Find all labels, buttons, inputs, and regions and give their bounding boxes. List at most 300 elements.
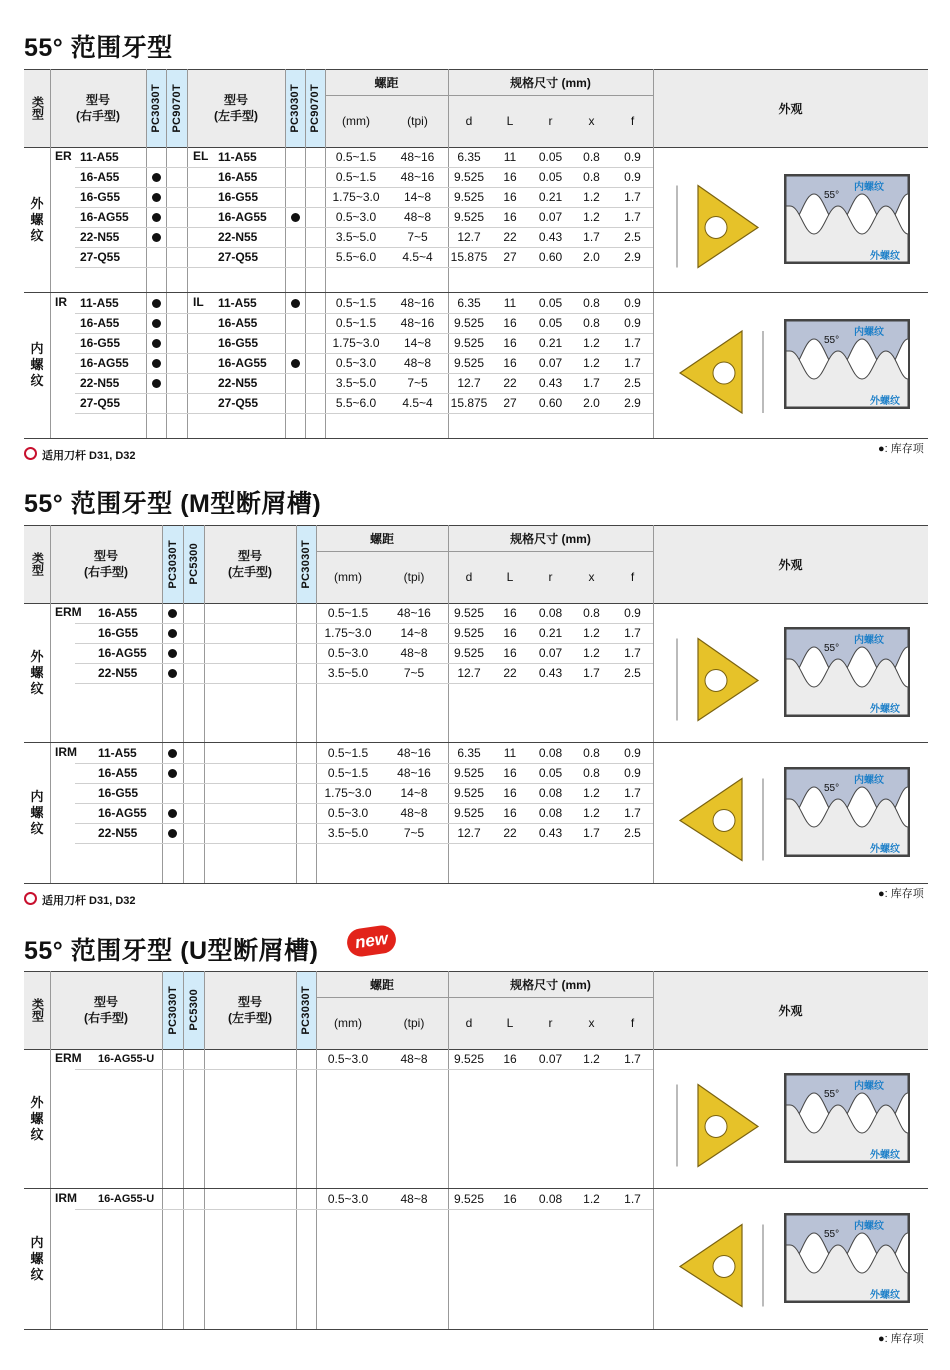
value-x: 1.2 bbox=[583, 646, 600, 660]
value-x: 1.2 bbox=[583, 626, 600, 640]
row-divider bbox=[75, 1069, 653, 1070]
angle-label: 55° bbox=[824, 642, 840, 654]
stock-dot-mark bbox=[168, 769, 177, 778]
value-mm: 0.5~3.0 bbox=[335, 356, 377, 370]
value-tpi: 4.5~4 bbox=[402, 396, 433, 410]
outer-thread-label: 外螺纹 bbox=[870, 1149, 900, 1161]
value-L: 16 bbox=[503, 356, 517, 370]
angle-label: 55° bbox=[824, 189, 840, 201]
value-f: 1.7 bbox=[624, 210, 641, 224]
value-d: 9.525 bbox=[453, 766, 485, 780]
insert-sketch bbox=[665, 1057, 775, 1180]
value-mm: 0.5~1.5 bbox=[327, 766, 369, 780]
header-dim-r: r bbox=[548, 114, 553, 128]
stock-dot bbox=[285, 293, 305, 313]
row-divider bbox=[75, 267, 653, 268]
insert-sketch bbox=[665, 611, 775, 734]
value-L: 22 bbox=[503, 376, 517, 390]
model-right: 11-A55 bbox=[98, 746, 137, 760]
model-left: 27-Q55 bbox=[218, 396, 259, 410]
col-divider bbox=[285, 69, 286, 438]
value-x: 1.7 bbox=[583, 666, 600, 680]
model-left: 16-A55 bbox=[218, 170, 258, 184]
model-right: 16-A55 bbox=[80, 170, 120, 184]
value-x: 1.7 bbox=[583, 230, 600, 244]
col-divider bbox=[162, 971, 163, 1329]
value-L: 16 bbox=[503, 170, 517, 184]
value-f: 2.9 bbox=[624, 250, 641, 264]
header-grade-pc5300 bbox=[183, 525, 204, 603]
stock-dot-mark bbox=[291, 299, 300, 308]
header-dim-f: f bbox=[630, 1016, 635, 1030]
value-tpi: 48~16 bbox=[400, 150, 435, 164]
insert-hole bbox=[705, 1116, 727, 1138]
value-mm: 3.5~5.0 bbox=[327, 826, 369, 840]
grade-label: PC9070T bbox=[170, 83, 183, 133]
stock-dot-mark bbox=[291, 213, 300, 222]
model-right: 16-G55 bbox=[80, 336, 121, 350]
col-divider bbox=[204, 971, 205, 1329]
value-rr: 0.43 bbox=[538, 230, 563, 244]
model-left: 16-AG55 bbox=[218, 210, 267, 224]
outer-thread-label: 外螺纹 bbox=[870, 396, 900, 407]
header-grade-pc3030t bbox=[162, 525, 183, 603]
row-divider bbox=[75, 683, 653, 684]
header-dim-r: r bbox=[548, 1016, 553, 1030]
value-tpi: 48~16 bbox=[400, 170, 435, 184]
value-rr: 0.07 bbox=[538, 646, 563, 660]
value-rr: 0.21 bbox=[538, 626, 563, 640]
value-f: 0.9 bbox=[624, 766, 641, 780]
value-tpi: 48~16 bbox=[400, 296, 435, 310]
value-tpi: 48~16 bbox=[397, 746, 431, 760]
header-dim-x: x bbox=[588, 1016, 595, 1030]
header-mm: (mm) bbox=[334, 1016, 362, 1030]
stock-dot bbox=[162, 663, 183, 683]
header-dim-L: L bbox=[506, 114, 514, 128]
value-mm: 3.5~5.0 bbox=[335, 376, 377, 390]
model-left: 16-G55 bbox=[218, 336, 259, 350]
value-x: 0.8 bbox=[583, 316, 600, 330]
header-dims: 规格尺寸 (mm) bbox=[510, 75, 591, 90]
value-d: 9.525 bbox=[453, 1192, 485, 1206]
value-d: 6.35 bbox=[457, 296, 481, 310]
stock-dot bbox=[146, 353, 166, 373]
header-tpi: (tpi) bbox=[407, 114, 428, 128]
value-f: 1.7 bbox=[624, 806, 641, 820]
value-f: 1.7 bbox=[624, 356, 641, 370]
model-right: 22-N55 bbox=[80, 230, 120, 244]
thread-type-label: 外 螺 纹 bbox=[30, 1094, 44, 1142]
thread-profile-box bbox=[784, 1073, 910, 1163]
holder-note: 适用刀杆 D31, D32 bbox=[42, 895, 136, 907]
col-divider bbox=[653, 69, 654, 438]
value-rr: 0.43 bbox=[538, 376, 563, 390]
prefix-right: ERM bbox=[55, 605, 82, 619]
header-dim-x: x bbox=[588, 114, 595, 128]
value-f: 1.7 bbox=[624, 1052, 641, 1066]
section-title: 55° 范围牙型 bbox=[24, 34, 173, 62]
inner-thread-label: 内螺纹 bbox=[854, 774, 884, 786]
value-mm: 0.5~1.5 bbox=[335, 170, 377, 184]
value-L: 22 bbox=[503, 666, 517, 680]
model-right: 27-Q55 bbox=[80, 250, 121, 264]
insert-hole bbox=[713, 362, 735, 384]
value-d: 9.525 bbox=[453, 606, 485, 620]
model-left: 11-A55 bbox=[218, 150, 257, 164]
header-model-left: 型号 (左手型) bbox=[228, 549, 272, 579]
value-rr: 0.05 bbox=[538, 316, 563, 330]
value-tpi: 14~8 bbox=[400, 626, 428, 640]
col-divider bbox=[50, 971, 51, 1329]
stock-dot-mark bbox=[168, 749, 177, 758]
value-d: 9.525 bbox=[453, 356, 485, 370]
stock-dot bbox=[146, 293, 166, 313]
model-left: 16-A55 bbox=[218, 316, 258, 330]
value-rr: 0.60 bbox=[538, 250, 563, 264]
stock-dot-mark bbox=[152, 359, 161, 368]
prefix-right: IR bbox=[55, 295, 67, 309]
grade-label: PC3030T bbox=[300, 539, 312, 589]
value-tpi: 48~16 bbox=[397, 766, 431, 780]
value-mm: 1.75~3.0 bbox=[332, 190, 380, 204]
stock-dot bbox=[162, 623, 183, 643]
value-f: 2.5 bbox=[624, 666, 641, 680]
value-rr: 0.05 bbox=[538, 150, 563, 164]
value-x: 0.8 bbox=[583, 606, 600, 620]
header-sub-rule bbox=[316, 551, 653, 552]
value-mm: 0.5~3.0 bbox=[335, 210, 377, 224]
value-L: 16 bbox=[503, 1052, 517, 1066]
model-left: 16-G55 bbox=[218, 190, 259, 204]
value-L: 16 bbox=[503, 626, 517, 640]
value-tpi: 14~8 bbox=[403, 190, 432, 204]
model-left: 27-Q55 bbox=[218, 250, 259, 264]
value-L: 16 bbox=[503, 210, 517, 224]
header-grade-pc3030t bbox=[146, 69, 166, 147]
value-d: 9.525 bbox=[453, 170, 485, 184]
value-mm: 0.5~1.5 bbox=[327, 606, 369, 620]
thread-type-label: 外 螺 纹 bbox=[30, 648, 44, 696]
value-d: 9.525 bbox=[453, 336, 485, 350]
model-right: 16-A55 bbox=[98, 606, 138, 620]
stock-legend: ●: 库存项 bbox=[878, 1333, 924, 1345]
header-dims: 规格尺寸 (mm) bbox=[510, 977, 591, 992]
header-dim-L: L bbox=[506, 1016, 514, 1030]
value-rr: 0.21 bbox=[538, 336, 563, 350]
col-divider bbox=[296, 971, 297, 1329]
model-right: 16-G55 bbox=[98, 786, 139, 800]
stock-dot-mark bbox=[152, 299, 161, 308]
header-dim-f: f bbox=[630, 114, 635, 128]
insert-sketch bbox=[665, 155, 775, 284]
stock-dot bbox=[146, 167, 166, 187]
stock-dot-mark bbox=[168, 669, 177, 678]
outer-thread-label: 外螺纹 bbox=[870, 1289, 900, 1301]
model-right: 22-N55 bbox=[98, 826, 138, 840]
stock-dot bbox=[162, 763, 183, 783]
value-f: 1.7 bbox=[624, 1192, 641, 1206]
prefix-right: ERM bbox=[55, 1051, 82, 1065]
model-right: 11-A55 bbox=[80, 296, 119, 310]
inner-thread-label: 内螺纹 bbox=[854, 327, 884, 338]
value-x: 1.2 bbox=[583, 786, 600, 800]
model-left: 16-AG55 bbox=[218, 356, 267, 370]
stock-dot bbox=[146, 187, 166, 207]
value-x: 0.8 bbox=[583, 296, 600, 310]
outer-thread-label: 外螺纹 bbox=[870, 250, 900, 262]
stock-dot-mark bbox=[152, 193, 161, 202]
grade-label: PC9070T bbox=[309, 83, 321, 133]
value-x: 1.2 bbox=[583, 210, 600, 224]
value-x: 1.2 bbox=[583, 190, 600, 204]
model-right: 16-A55 bbox=[80, 316, 120, 330]
group-bottom-rule bbox=[24, 1329, 928, 1330]
value-rr: 0.07 bbox=[538, 1052, 563, 1066]
col-divider bbox=[653, 971, 654, 1329]
value-x: 1.7 bbox=[583, 376, 600, 390]
value-f: 1.7 bbox=[624, 646, 641, 660]
header-model-right: 型号 (右手型) bbox=[84, 549, 128, 579]
value-x: 1.2 bbox=[583, 336, 600, 350]
value-rr: 0.08 bbox=[538, 786, 563, 800]
header-sub-rule bbox=[316, 997, 653, 998]
value-x: 0.8 bbox=[583, 150, 600, 164]
value-d: 12.7 bbox=[457, 826, 481, 840]
value-tpi: 7~5 bbox=[403, 826, 425, 840]
grade-label: PC5300 bbox=[187, 543, 200, 585]
value-tpi: 7~5 bbox=[407, 376, 428, 390]
grade-label: PC3030T bbox=[166, 539, 179, 589]
header-grade-pc3030t bbox=[285, 69, 305, 147]
stock-dot-mark bbox=[168, 649, 177, 658]
value-tpi: 48~8 bbox=[400, 1192, 428, 1206]
value-f: 0.9 bbox=[624, 746, 641, 760]
value-f: 0.9 bbox=[624, 316, 641, 330]
value-d: 6.35 bbox=[457, 746, 481, 760]
value-mm: 0.5~1.5 bbox=[335, 296, 377, 310]
value-L: 27 bbox=[503, 396, 517, 410]
stock-dot-mark bbox=[152, 319, 161, 328]
group-bottom-rule bbox=[24, 438, 928, 439]
value-f: 2.5 bbox=[624, 376, 641, 390]
grade-label: PC5300 bbox=[187, 989, 200, 1031]
value-tpi: 48~8 bbox=[403, 210, 432, 224]
value-tpi: 14~8 bbox=[400, 786, 428, 800]
new-badge: new bbox=[345, 924, 397, 959]
value-x: 1.2 bbox=[583, 806, 600, 820]
inner-thread-label: 内螺纹 bbox=[854, 634, 884, 646]
value-mm: 5.5~6.0 bbox=[335, 250, 377, 264]
value-mm: 5.5~6.0 bbox=[335, 396, 377, 410]
value-x: 0.8 bbox=[583, 766, 600, 780]
header-type: 类型 bbox=[30, 96, 45, 120]
col-divider bbox=[183, 971, 184, 1329]
col-divider bbox=[50, 69, 51, 438]
stock-dot bbox=[162, 743, 183, 763]
arrow-circle-icon bbox=[24, 447, 37, 460]
header-dim-d: d bbox=[465, 1016, 473, 1030]
col-divider bbox=[305, 69, 306, 438]
thread-profile-box bbox=[784, 627, 910, 717]
value-mm: 0.5~3.0 bbox=[327, 646, 369, 660]
model-right: 16-AG55 bbox=[98, 646, 147, 660]
stock-dot-mark bbox=[152, 173, 161, 182]
value-tpi: 14~8 bbox=[403, 336, 432, 350]
value-d: 15.875 bbox=[450, 250, 488, 264]
header-pitch: 螺距 bbox=[369, 977, 394, 992]
value-x: 0.8 bbox=[583, 746, 600, 760]
value-mm: 3.5~5.0 bbox=[327, 666, 369, 680]
value-tpi: 48~8 bbox=[400, 1052, 428, 1066]
model-right: 16-AG55 bbox=[80, 356, 129, 370]
col-divider bbox=[166, 69, 167, 438]
value-d: 12.7 bbox=[457, 230, 481, 244]
stock-dot-mark bbox=[168, 629, 177, 638]
header-tpi: (tpi) bbox=[403, 570, 425, 584]
value-rr: 0.43 bbox=[538, 826, 563, 840]
value-rr: 0.21 bbox=[538, 190, 563, 204]
value-tpi: 4.5~4 bbox=[402, 250, 433, 264]
thread-profile-box bbox=[784, 1213, 910, 1303]
model-right: 16-AG55 bbox=[98, 806, 147, 820]
header-dim-x: x bbox=[588, 570, 595, 584]
insert-hole bbox=[713, 1256, 735, 1278]
thread-profile-box bbox=[784, 174, 910, 264]
header-grade-pc5300 bbox=[183, 971, 204, 1049]
header-mm: (mm) bbox=[342, 114, 370, 128]
value-d: 9.525 bbox=[453, 210, 485, 224]
inner-thread-label: 内螺纹 bbox=[854, 1080, 884, 1092]
value-d: 15.875 bbox=[450, 396, 488, 410]
outer-thread-label: 外螺纹 bbox=[870, 843, 900, 855]
thread-type-label: 内 螺 纹 bbox=[30, 1234, 44, 1282]
prefix-left: EL bbox=[193, 149, 209, 163]
value-rr: 0.07 bbox=[538, 356, 563, 370]
angle-label: 55° bbox=[824, 782, 840, 794]
stock-dot bbox=[162, 803, 183, 823]
value-d: 9.525 bbox=[453, 316, 485, 330]
arrow-circle-icon bbox=[24, 892, 37, 905]
inner-thread-label: 内螺纹 bbox=[854, 181, 884, 193]
value-x: 1.2 bbox=[583, 356, 600, 370]
header-grade-pc9070t bbox=[305, 69, 325, 147]
stock-dot-mark bbox=[168, 829, 177, 838]
value-mm: 1.75~3.0 bbox=[324, 786, 372, 800]
thread-profile-box bbox=[784, 319, 910, 409]
value-L: 16 bbox=[503, 316, 517, 330]
header-pitch: 螺距 bbox=[369, 531, 394, 546]
value-d: 9.525 bbox=[453, 190, 485, 204]
stock-dot-mark bbox=[291, 359, 300, 368]
value-L: 27 bbox=[503, 250, 517, 264]
value-L: 16 bbox=[503, 646, 517, 660]
model-left: 22-N55 bbox=[218, 376, 258, 390]
header-dim-f: f bbox=[630, 570, 635, 584]
model-right: 27-Q55 bbox=[80, 396, 121, 410]
value-d: 12.7 bbox=[457, 666, 481, 680]
value-rr: 0.08 bbox=[538, 746, 563, 760]
model-left: 22-N55 bbox=[218, 230, 258, 244]
prefix-right: IRM bbox=[55, 745, 77, 759]
col-divider bbox=[204, 525, 205, 883]
stock-legend: ●: 库存项 bbox=[878, 888, 924, 900]
header-grade-pc3030t bbox=[296, 971, 316, 1049]
prefix-left: IL bbox=[193, 295, 204, 309]
value-f: 1.7 bbox=[624, 336, 641, 350]
header-dim-d: d bbox=[465, 570, 473, 584]
value-mm: 1.75~3.0 bbox=[332, 336, 380, 350]
model-right: 16-AG55-U bbox=[98, 1193, 155, 1205]
value-L: 11 bbox=[503, 150, 517, 164]
row-divider bbox=[75, 843, 653, 844]
value-f: 0.9 bbox=[624, 170, 641, 184]
value-f: 0.9 bbox=[624, 150, 641, 164]
value-L: 16 bbox=[503, 806, 517, 820]
header-dim-L: L bbox=[506, 570, 514, 584]
value-f: 1.7 bbox=[624, 786, 641, 800]
value-L: 22 bbox=[503, 230, 517, 244]
header-grade-pc3030t bbox=[296, 525, 316, 603]
value-mm: 0.5~1.5 bbox=[335, 316, 377, 330]
stock-legend: ●: 库存项 bbox=[878, 443, 924, 455]
value-x: 2.0 bbox=[583, 250, 600, 264]
value-tpi: 48~8 bbox=[403, 356, 432, 370]
value-d: 6.35 bbox=[457, 150, 481, 164]
header-type: 类型 bbox=[30, 552, 45, 576]
model-right: 16-G55 bbox=[98, 626, 139, 640]
header-grade-pc3030t bbox=[162, 971, 183, 1049]
value-L: 16 bbox=[503, 1192, 517, 1206]
value-rr: 0.43 bbox=[538, 666, 563, 680]
value-x: 2.0 bbox=[583, 396, 600, 410]
value-d: 9.525 bbox=[453, 786, 485, 800]
header-model-left: 型号 (左手型) bbox=[228, 995, 272, 1025]
value-mm: 1.75~3.0 bbox=[324, 626, 372, 640]
value-f: 2.5 bbox=[624, 230, 641, 244]
grade-label: PC3030T bbox=[289, 83, 301, 133]
value-f: 1.7 bbox=[624, 190, 641, 204]
stock-dot-mark bbox=[152, 379, 161, 388]
value-tpi: 48~16 bbox=[397, 606, 431, 620]
insert-sketch bbox=[665, 1196, 775, 1321]
thread-type-label: 内 螺 纹 bbox=[30, 788, 44, 836]
header-model-right: 型号 (右手型) bbox=[84, 995, 128, 1025]
value-mm: 0.5~3.0 bbox=[327, 806, 369, 820]
angle-label: 55° bbox=[824, 335, 840, 346]
value-L: 11 bbox=[503, 746, 517, 760]
header-dim-r: r bbox=[548, 570, 553, 584]
col-divider bbox=[653, 525, 654, 883]
value-L: 16 bbox=[503, 606, 517, 620]
stock-dot-mark bbox=[168, 809, 177, 818]
value-d: 12.7 bbox=[457, 376, 481, 390]
value-tpi: 48~8 bbox=[400, 646, 428, 660]
col-divider bbox=[296, 525, 297, 883]
value-mm: 3.5~5.0 bbox=[335, 230, 377, 244]
value-tpi: 7~5 bbox=[407, 230, 428, 244]
value-rr: 0.08 bbox=[538, 806, 563, 820]
model-right: 22-N55 bbox=[80, 376, 120, 390]
col-divider bbox=[50, 525, 51, 883]
value-rr: 0.05 bbox=[538, 296, 563, 310]
inner-thread-label: 内螺纹 bbox=[854, 1220, 884, 1232]
header-dims: 规格尺寸 (mm) bbox=[510, 531, 591, 546]
value-mm: 0.5~3.0 bbox=[327, 1192, 369, 1206]
row-divider bbox=[75, 1209, 653, 1210]
angle-label: 55° bbox=[824, 1228, 840, 1240]
insert-hole bbox=[705, 217, 727, 239]
